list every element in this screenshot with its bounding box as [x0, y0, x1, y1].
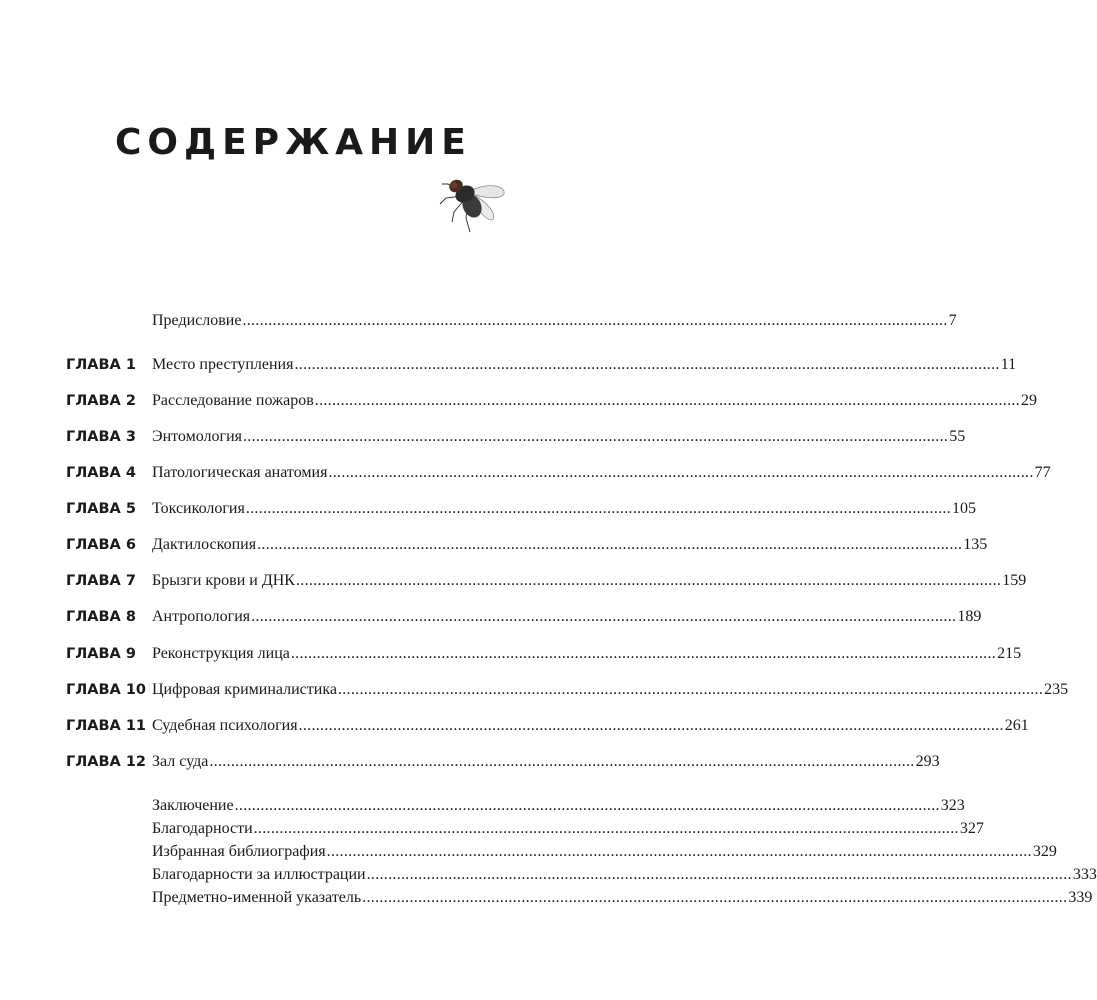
toc-page-number: 261	[1004, 717, 1029, 734]
toc-chapter-row[interactable]	[66, 645, 1022, 667]
toc-chapter-row[interactable]	[66, 572, 1027, 594]
leader-dots	[251, 608, 956, 626]
leader-dots	[209, 753, 914, 771]
toc-entry-label: Патологическая анатомия	[152, 464, 328, 481]
toc-entry-label: Судебная психология	[152, 717, 298, 734]
toc-chapter-row[interactable]	[66, 536, 988, 558]
leader-dots	[296, 572, 1001, 590]
leader-dots	[246, 500, 951, 518]
leader-dots	[327, 843, 1032, 861]
toc-entry-label: Избранная библиография	[152, 843, 326, 860]
toc-entry-label: Благодарности за иллюстрации	[152, 866, 366, 883]
fly-icon	[432, 160, 510, 244]
leader-dots	[235, 797, 940, 815]
leader-dots	[362, 889, 1067, 907]
toc-chapter-row[interactable]	[66, 681, 1069, 703]
toc-entry-label: Место преступления	[152, 356, 294, 373]
toc-chapter-row[interactable]	[66, 428, 966, 450]
toc-page-number: 105	[952, 500, 977, 517]
toc-entry-label: Благодарности	[152, 820, 253, 837]
leader-dots	[243, 428, 948, 446]
chapter-number: ГЛАВА 7	[66, 573, 136, 589]
chapter-number: ГЛАВА 11	[66, 718, 147, 734]
toc-entry-label: Расследование пожаров	[152, 392, 314, 409]
toc-page-number: 55	[949, 428, 966, 445]
toc-backmatter-row[interactable]	[66, 797, 965, 819]
toc-page-number: 323	[940, 797, 965, 814]
toc-chapter-row[interactable]	[66, 500, 977, 522]
leader-dots	[367, 866, 1072, 884]
toc-entry-label: Токсикология	[152, 500, 245, 517]
chapter-number: ГЛАВА 4	[66, 465, 136, 481]
toc-page-number: 327	[959, 820, 984, 837]
chapter-number: ГЛАВА 1	[66, 357, 136, 373]
toc-entry-label: Заключение	[152, 797, 234, 814]
chapter-number: ГЛАВА 12	[66, 754, 147, 770]
chapter-number: ГЛАВА 10	[66, 682, 147, 698]
chapter-number: ГЛАВА 6	[66, 537, 136, 553]
toc-entry-label: Энтомология	[152, 428, 242, 445]
toc-page-number: 29	[1020, 392, 1037, 409]
toc-page-number: 339	[1068, 889, 1093, 906]
toc-entry-label: Предисловие	[152, 312, 242, 329]
leader-dots	[299, 717, 1004, 735]
toc-chapter-row[interactable]	[66, 608, 982, 630]
toc-chapter-row[interactable]	[66, 356, 1017, 378]
leader-dots	[315, 392, 1020, 410]
toc-chapter-row[interactable]	[66, 717, 1029, 739]
page-title: СОДЕРЖАНИЕ	[115, 122, 472, 163]
toc-chapter-row[interactable]	[66, 392, 1037, 414]
toc-page-number: 135	[963, 536, 988, 553]
leader-dots	[257, 536, 962, 554]
chapter-number: ГЛАВА 3	[66, 429, 136, 445]
leader-dots	[338, 681, 1043, 699]
toc-page-number: 215	[997, 645, 1022, 662]
toc-page-number: 329	[1032, 843, 1057, 860]
leader-dots	[328, 464, 1033, 482]
leader-dots	[242, 312, 947, 330]
toc-entry-label: Брызги крови и ДНК	[152, 572, 295, 589]
leader-dots	[291, 645, 996, 663]
chapter-number: ГЛАВА 8	[66, 609, 136, 625]
toc-page-number: 159	[1002, 572, 1027, 589]
chapter-number: ГЛАВА 5	[66, 501, 136, 517]
toc-preface[interactable]	[66, 312, 957, 334]
toc-page-number: 293	[915, 753, 940, 770]
leader-dots	[254, 820, 959, 838]
toc-entry-label: Реконструкция лица	[152, 645, 290, 662]
toc-entry-label: Дактилоскопия	[152, 536, 257, 553]
toc-backmatter-row[interactable]	[66, 843, 1057, 865]
toc-page-number: 77	[1034, 464, 1051, 481]
toc-chapter-row[interactable]	[66, 753, 940, 775]
chapter-number: ГЛАВА 2	[66, 393, 136, 409]
toc-backmatter-row[interactable]	[66, 820, 984, 842]
chapter-number: ГЛАВА 9	[66, 646, 136, 662]
toc-entry-label: Антропология	[152, 608, 251, 625]
toc-backmatter-row[interactable]	[66, 866, 1097, 888]
toc-entry-label: Предметно-именной указатель	[152, 889, 362, 906]
toc-page-number: 11	[1000, 356, 1017, 373]
toc-backmatter-row[interactable]	[66, 889, 1093, 911]
toc-page-number: 333	[1072, 866, 1097, 883]
leader-dots	[294, 356, 999, 374]
toc-page-number: 235	[1044, 681, 1069, 698]
toc-page-number: 189	[957, 608, 982, 625]
toc-entry-label: Цифровая криминалистика	[152, 681, 337, 698]
toc-page-number: 7	[948, 312, 957, 329]
toc-chapter-row[interactable]	[66, 464, 1051, 486]
toc-entry-label: Зал суда	[152, 753, 209, 770]
